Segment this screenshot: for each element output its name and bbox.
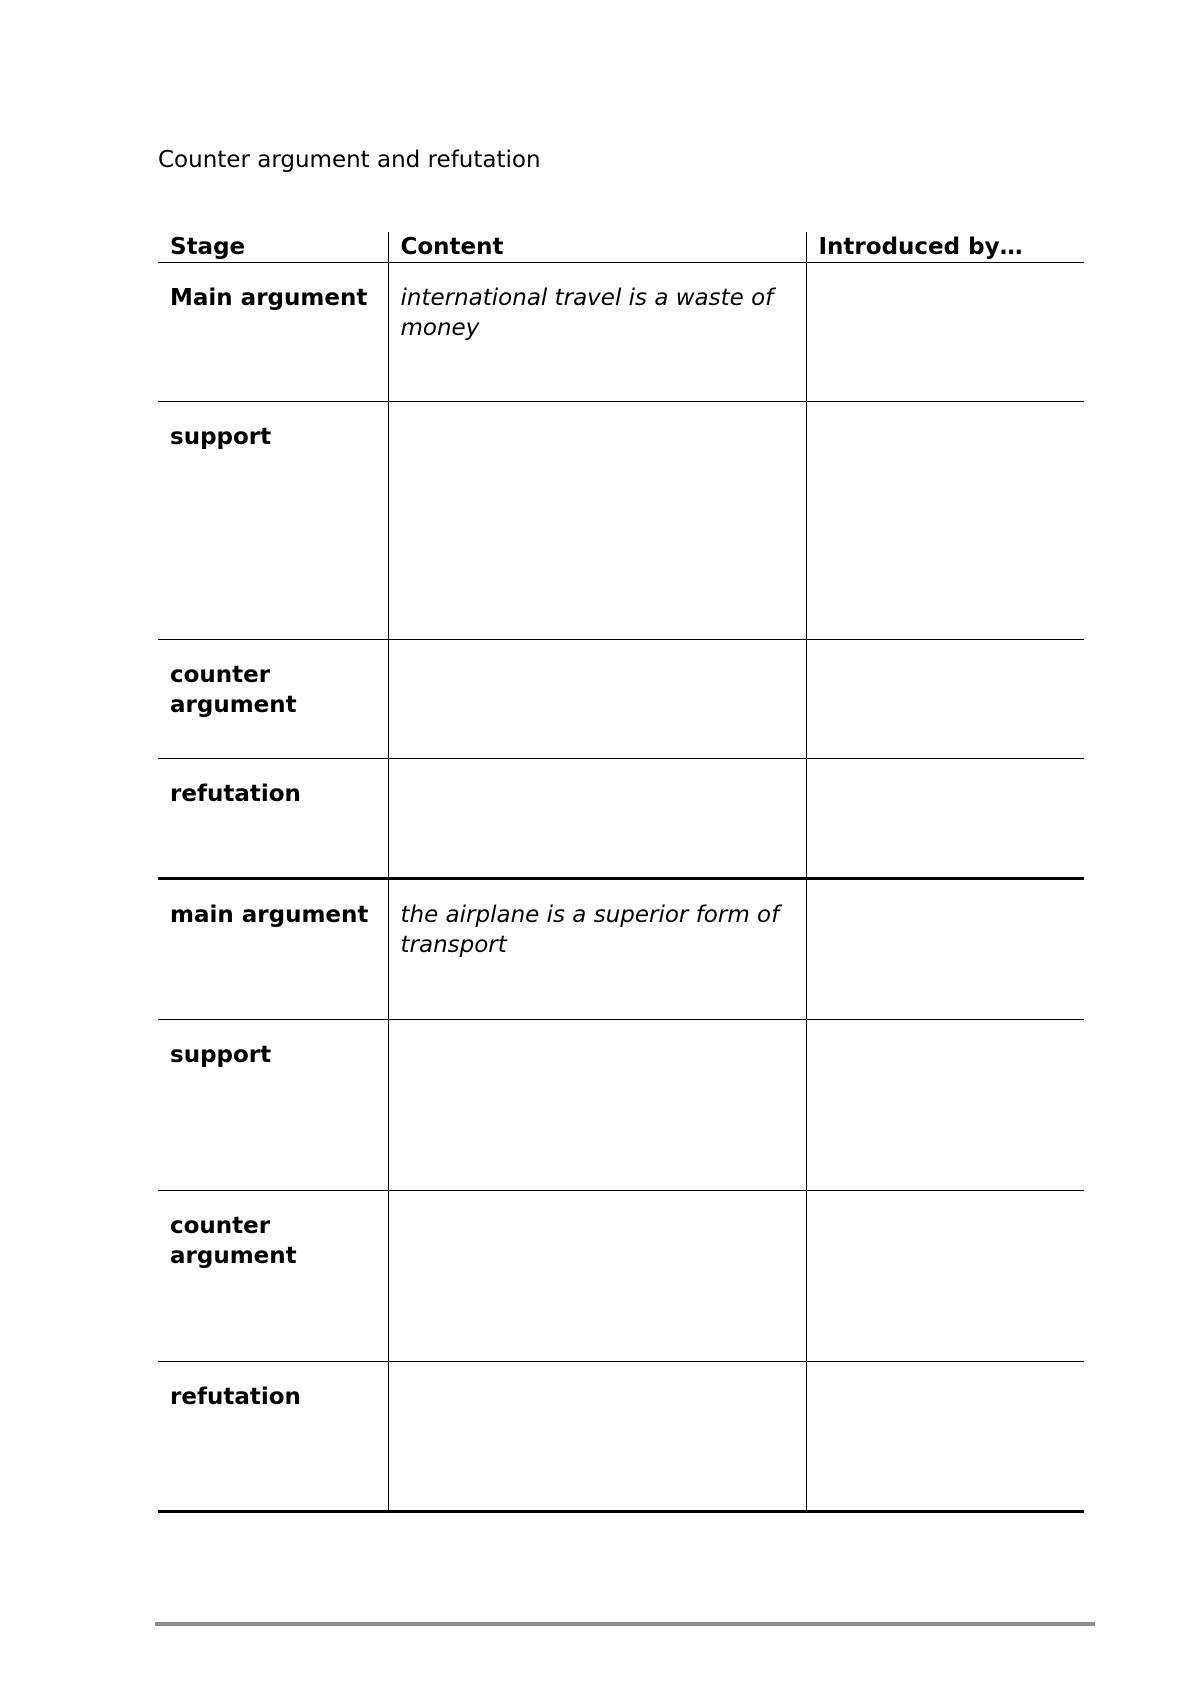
introduced-by-cell[interactable] [806, 879, 1084, 1020]
content-cell[interactable] [388, 759, 806, 879]
header-introduced-by: Introduced by… [806, 232, 1084, 263]
content-cell[interactable] [388, 1191, 806, 1362]
stage-cell: Main argument [158, 263, 388, 402]
introduced-by-cell[interactable] [806, 1362, 1084, 1512]
table-row [158, 1020, 1084, 1191]
table-row [158, 879, 1084, 1020]
table-row [158, 263, 1084, 402]
table-row [158, 1362, 1084, 1512]
content-cell[interactable]: international travel is a waste of money [388, 263, 806, 402]
content-cell[interactable] [388, 1362, 806, 1512]
footer-divider [155, 1622, 1095, 1626]
stage-cell: support [158, 1020, 388, 1191]
stage-cell: main argument [158, 879, 388, 1020]
table-row [158, 402, 1084, 640]
introduced-by-cell[interactable] [806, 263, 1084, 402]
table-row [158, 640, 1084, 759]
introduced-by-cell[interactable] [806, 402, 1084, 640]
header-content: Content [388, 232, 806, 263]
table-header-row [158, 232, 1084, 263]
stage-cell: counter argument [158, 640, 388, 759]
content-cell[interactable] [388, 1020, 806, 1191]
table-row [158, 1191, 1084, 1362]
content-cell[interactable] [388, 402, 806, 640]
introduced-by-cell[interactable] [806, 1020, 1084, 1191]
stage-cell: counter argument [158, 1191, 388, 1362]
introduced-by-cell[interactable] [806, 640, 1084, 759]
stage-cell: refutation [158, 1362, 388, 1512]
content-cell[interactable] [388, 640, 806, 759]
introduced-by-cell[interactable] [806, 1191, 1084, 1362]
header-stage: Stage [158, 232, 388, 263]
table-row [158, 759, 1084, 879]
content-cell[interactable]: the airplane is a superior form of transport [388, 879, 806, 1020]
page-title: Counter argument and refutation [158, 147, 541, 173]
argument-table [158, 232, 1084, 1513]
stage-cell: support [158, 402, 388, 640]
stage-cell: refutation [158, 759, 388, 879]
introduced-by-cell[interactable] [806, 759, 1084, 879]
